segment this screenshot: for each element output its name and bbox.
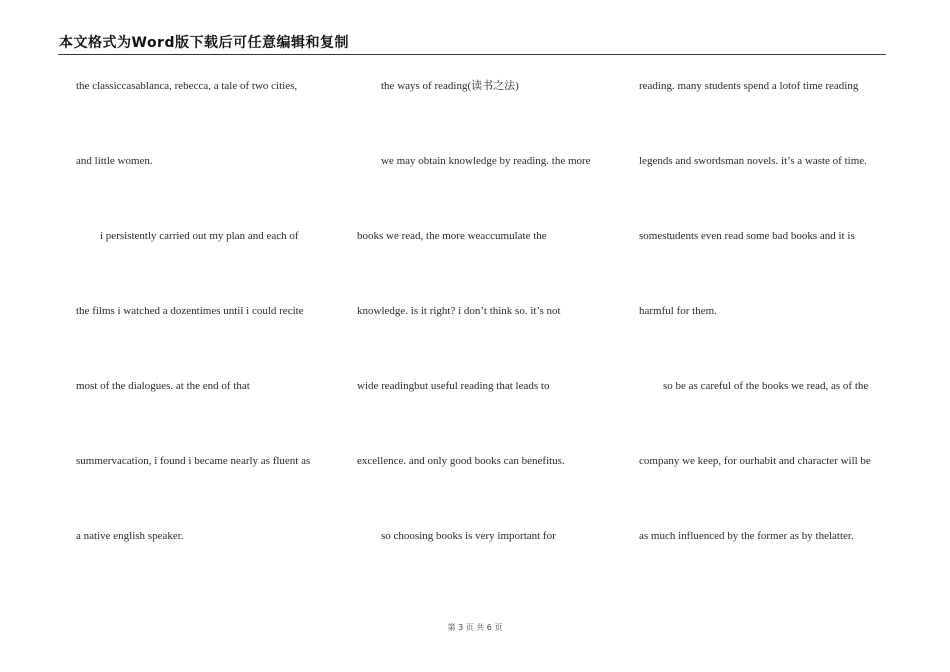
text-line: knowledge. is it right? i don’t think so. it’s not bbox=[357, 305, 561, 317]
text-line: most of the dialogues. at the end of that bbox=[76, 380, 250, 392]
text-line: a native english speaker. bbox=[76, 530, 184, 542]
text-line: reading. many students spend a lotof time reading bbox=[639, 80, 859, 92]
text-line: as much influenced by the former as by thelatter. bbox=[639, 530, 854, 542]
text-line: the films i watched a dozentimes until i could recite bbox=[76, 305, 304, 317]
text-line: and little women. bbox=[76, 155, 153, 167]
text-line: the classiccasablanca, rebecca, a tale of two cities, bbox=[76, 80, 298, 92]
text-line: summervacation, i found i became nearly as fluent as bbox=[76, 455, 311, 467]
text-line: somestudents even read some bad books and it is bbox=[639, 230, 855, 242]
text-line: wide readingbut useful reading that leads to bbox=[357, 380, 550, 392]
header-title: 本文格式为Word版下载后可任意编辑和复制 bbox=[59, 35, 349, 51]
text-line: excellence. and only good books can benefitus. bbox=[357, 455, 565, 467]
text-line: company we keep, for ourhabit and character will be bbox=[639, 455, 871, 467]
text-line: the ways of reading(读书之法) bbox=[381, 80, 519, 92]
page-header bbox=[58, 34, 886, 55]
text-line: harmful for them. bbox=[639, 305, 717, 317]
text-line: so choosing books is very important for bbox=[381, 530, 556, 542]
text-line: we may obtain knowledge by reading. the more bbox=[381, 155, 591, 167]
text-line: legends and swordsman novels. it’s a waste of time. bbox=[639, 155, 867, 167]
text-line: i persistently carried out my plan and each of bbox=[100, 230, 299, 242]
text-line: so be as careful of the books we read, as of the bbox=[663, 380, 869, 392]
page-number: 第 3 页 共 6 页 bbox=[447, 623, 503, 632]
text-line: books we read, the more weaccumulate the bbox=[357, 230, 547, 242]
